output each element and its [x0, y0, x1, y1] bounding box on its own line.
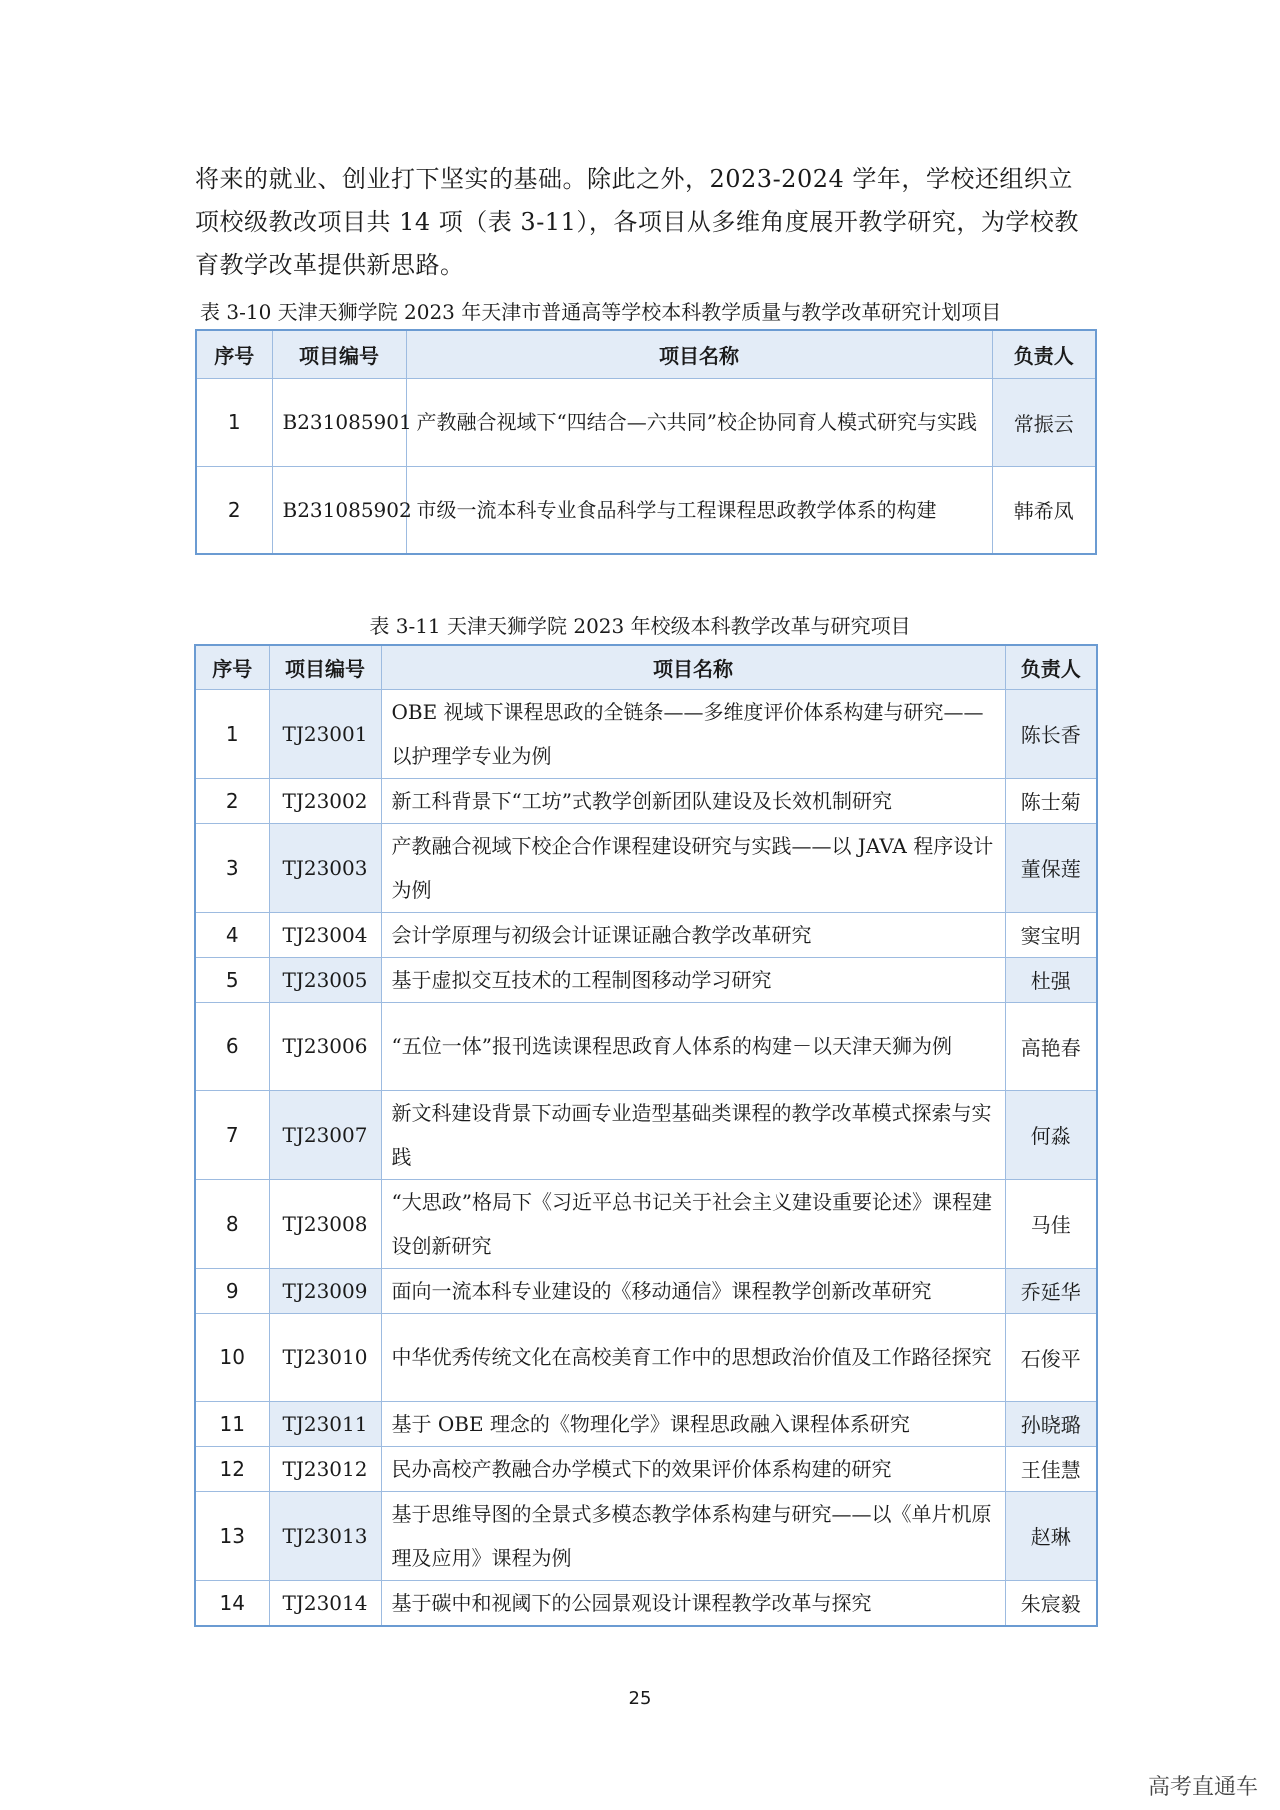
row-index: 2 — [195, 778, 269, 823]
row-lead: 董保莲 — [1005, 823, 1097, 912]
row-index: 14 — [195, 1580, 269, 1626]
row-index: 8 — [195, 1179, 269, 1268]
row-lead: 韩希凤 — [992, 466, 1096, 554]
header-code: 项目编号 — [272, 330, 406, 378]
table-row — [195, 1401, 1097, 1446]
row-index: 9 — [195, 1268, 269, 1313]
row-index: 6 — [195, 1002, 269, 1090]
row-index: 2 — [196, 466, 272, 554]
row-lead: 赵琳 — [1005, 1491, 1097, 1580]
row-code: TJ23006 — [269, 1002, 381, 1090]
row-code: B231085901 — [272, 378, 406, 466]
row-code: TJ23001 — [269, 689, 381, 778]
row-code: TJ23003 — [269, 823, 381, 912]
row-code: TJ23012 — [269, 1446, 381, 1491]
page-number: 25 — [628, 1688, 652, 1709]
row-name: 基于思维导图的全景式多模态教学体系构建与研究——以《单片机原理及应用》课程为例 — [381, 1491, 1005, 1580]
row-name: OBE 视域下课程思政的全链条——多维度评价体系构建与研究——以护理学专业为例 — [381, 689, 1005, 778]
header-code: 项目编号 — [269, 645, 381, 689]
watermark: 高考直通车 — [1147, 1775, 1258, 1800]
row-name: 市级一流本科专业食品科学与工程课程思政教学体系的构建 — [406, 466, 992, 554]
table-header-row — [195, 645, 1097, 689]
row-index: 5 — [195, 957, 269, 1002]
row-code: TJ23009 — [269, 1268, 381, 1313]
table-row — [195, 823, 1097, 912]
row-name: 基于虚拟交互技术的工程制图移动学习研究 — [381, 957, 1005, 1002]
table-row — [195, 689, 1097, 778]
row-lead: 高艳春 — [1005, 1002, 1097, 1090]
row-code: TJ23002 — [269, 778, 381, 823]
row-index: 1 — [195, 689, 269, 778]
row-name: 产教融合视域下校企合作课程建设研究与实践——以 JAVA 程序设计为例 — [381, 823, 1005, 912]
row-name: 新工科背景下“工坊”式教学创新团队建设及长效机制研究 — [381, 778, 1005, 823]
table-row — [195, 1491, 1097, 1580]
table-3-11-caption: 表 3-11 天津天狮学院 2023 年校级本科教学改革与研究项目 — [369, 614, 911, 638]
header-lead: 负责人 — [1005, 645, 1097, 689]
row-lead: 马佳 — [1005, 1179, 1097, 1268]
row-name: “五位一体”报刊选读课程思政育人体系的构建－以天津天狮为例 — [381, 1002, 1005, 1090]
row-code: TJ23013 — [269, 1491, 381, 1580]
table-row — [195, 778, 1097, 823]
row-code: TJ23007 — [269, 1090, 381, 1179]
table-row — [195, 1313, 1097, 1401]
row-lead: 窦宝明 — [1005, 912, 1097, 957]
row-code: TJ23005 — [269, 957, 381, 1002]
row-index: 3 — [195, 823, 269, 912]
row-index: 12 — [195, 1446, 269, 1491]
row-code: TJ23008 — [269, 1179, 381, 1268]
row-lead: 朱宸毅 — [1005, 1580, 1097, 1626]
table-row — [196, 378, 1096, 466]
row-lead: 陈长香 — [1005, 689, 1097, 778]
row-name: 会计学原理与初级会计证课证融合教学改革研究 — [381, 912, 1005, 957]
header-name: 项目名称 — [406, 330, 992, 378]
row-lead: 孙晓璐 — [1005, 1401, 1097, 1446]
row-lead: 乔延华 — [1005, 1268, 1097, 1313]
row-lead: 常振云 — [992, 378, 1096, 466]
row-index: 7 — [195, 1090, 269, 1179]
table-header-row — [196, 330, 1096, 378]
table-row — [195, 957, 1097, 1002]
row-lead: 王佳慧 — [1005, 1446, 1097, 1491]
row-code: TJ23014 — [269, 1580, 381, 1626]
row-code: TJ23004 — [269, 912, 381, 957]
row-lead: 石俊平 — [1005, 1313, 1097, 1401]
header-index: 序号 — [195, 645, 269, 689]
row-code: TJ23010 — [269, 1313, 381, 1401]
row-code: B231085902 — [272, 466, 406, 554]
header-name: 项目名称 — [381, 645, 1005, 689]
row-name: 中华优秀传统文化在高校美育工作中的思想政治价值及工作路径探究 — [381, 1313, 1005, 1401]
row-name: 基于 OBE 理念的《物理化学》课程思政融入课程体系研究 — [381, 1401, 1005, 1446]
table-row — [195, 1446, 1097, 1491]
row-index: 10 — [195, 1313, 269, 1401]
row-name: 面向一流本科专业建设的《移动通信》课程教学创新改革研究 — [381, 1268, 1005, 1313]
table-row — [195, 1002, 1097, 1090]
row-lead: 陈士菊 — [1005, 778, 1097, 823]
intro-paragraph: 将来的就业、创业打下坚实的基础。除此之外，2023-2024 学年，学校还组织立项校级教改项目共 14 项（表 3-11），各项目从多维角度展开教学研究，为学校教育教学改革提供新思路。 — [195, 165, 1079, 279]
table-row — [195, 1179, 1097, 1268]
table-3-10-caption: 表 3-10 天津天狮学院 2023 年天津市普通高等学校本科教学质量与教学改革研究计划项目 — [200, 300, 1002, 324]
row-index: 11 — [195, 1401, 269, 1446]
row-lead: 何淼 — [1005, 1090, 1097, 1179]
table-row — [195, 912, 1097, 957]
row-name: 民办高校产教融合办学模式下的效果评价体系构建的研究 — [381, 1446, 1005, 1491]
row-name: 新文科建设背景下动画专业造型基础类课程的教学改革模式探索与实践 — [381, 1090, 1005, 1179]
table-3-10 — [195, 329, 1097, 555]
row-name: 基于碳中和视阈下的公园景观设计课程教学改革与探究 — [381, 1580, 1005, 1626]
table-3-11 — [194, 644, 1098, 1627]
row-name: 产教融合视域下“四结合—六共同”校企协同育人模式研究与实践 — [406, 378, 992, 466]
table-row — [195, 1090, 1097, 1179]
row-index: 13 — [195, 1491, 269, 1580]
header-lead: 负责人 — [992, 330, 1096, 378]
table-row — [196, 466, 1096, 554]
row-code: TJ23011 — [269, 1401, 381, 1446]
row-index: 1 — [196, 378, 272, 466]
header-index: 序号 — [196, 330, 272, 378]
row-name: “大思政”格局下《习近平总书记关于社会主义建设重要论述》课程建设创新研究 — [381, 1179, 1005, 1268]
table-row — [195, 1268, 1097, 1313]
row-index: 4 — [195, 912, 269, 957]
row-lead: 杜强 — [1005, 957, 1097, 1002]
table-row — [195, 1580, 1097, 1626]
